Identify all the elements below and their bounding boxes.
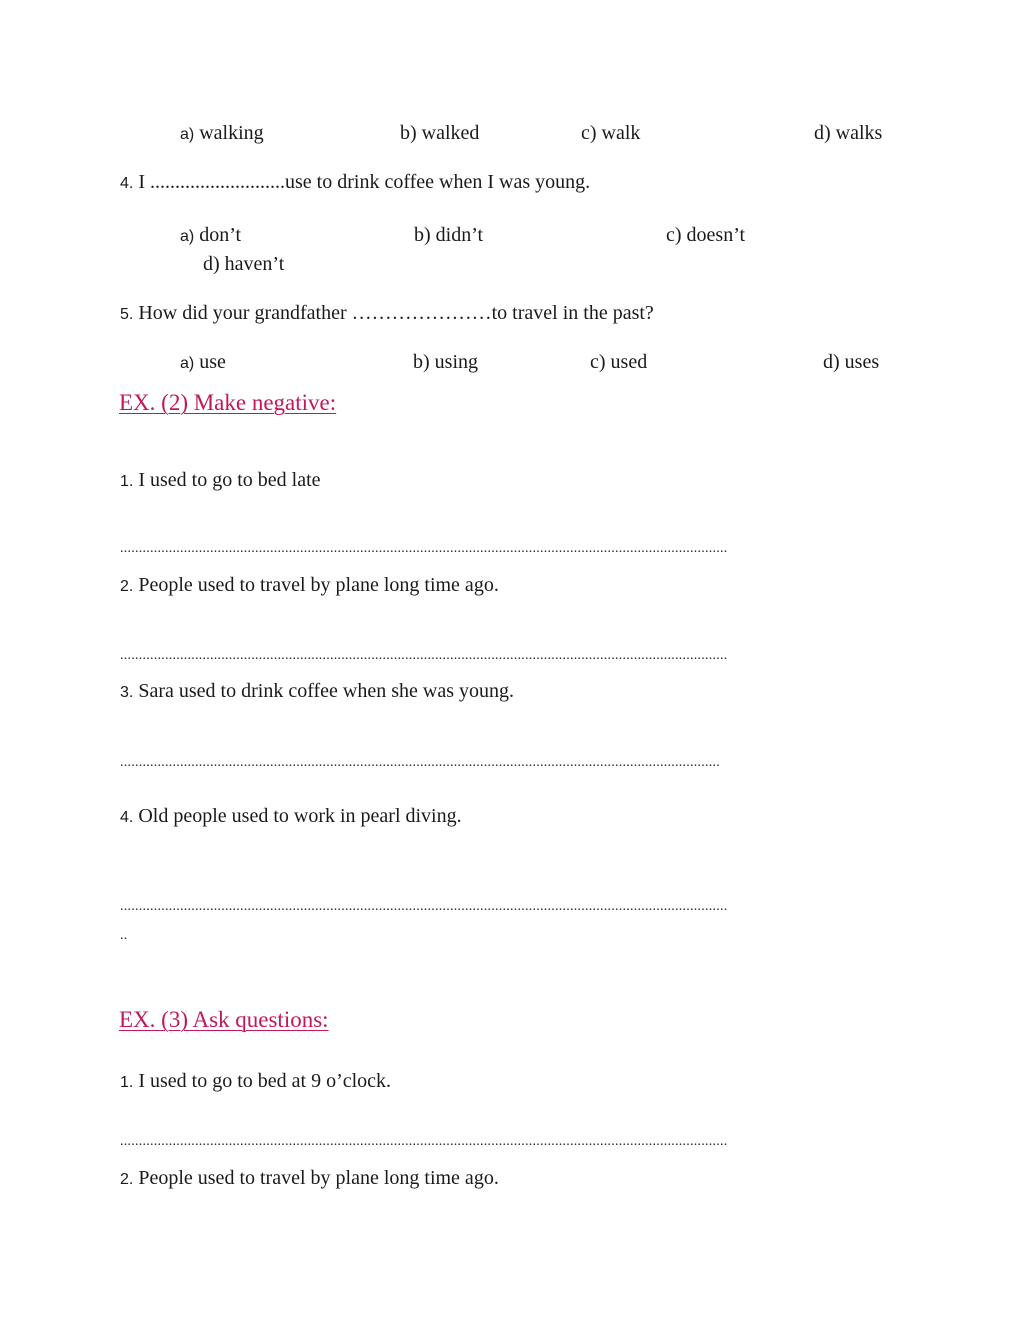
ex3-item-2-number: 2. [120, 1171, 134, 1188]
ex2-item-3-text: Sara used to drink coffee when she was young. [138, 680, 514, 702]
q4-question [120, 170, 590, 196]
ex2-trailing-dots: .. [120, 928, 128, 943]
q4-text: I ...........................use to drink coffee when I was young. [138, 171, 591, 193]
q5-option-b: b) using [413, 351, 478, 373]
ex3-item-1 [120, 1069, 391, 1095]
q5-option-a-letter: a) [180, 355, 195, 372]
q4-option-a [180, 223, 241, 249]
ex2-item-4-text: Old people used to work in pearl diving. [138, 805, 462, 827]
q4-option-a-letter: a) [180, 228, 195, 245]
q4-option-b: b) didn’t [414, 224, 484, 246]
q3-option-a [180, 121, 264, 147]
ex2-item-4 [120, 804, 462, 830]
ex2-item-1-number: 1. [120, 473, 134, 490]
ex2-answer-line-2[interactable]: .................................................................................................................................................................. [120, 648, 728, 663]
ex2-answer-line-4[interactable]: .................................................................................................................................................................. [120, 899, 728, 914]
q4-option-a-text: don’t [199, 224, 242, 246]
ex2-item-1 [120, 468, 321, 494]
ex3-item-2-text: People used to travel by plane long time ago. [138, 1167, 499, 1189]
q5-option-a [180, 350, 226, 376]
ex2-heading: EX. (2) Make negative: [119, 390, 337, 415]
ex2-item-2 [120, 573, 499, 599]
ex2-item-4-number: 4. [120, 809, 134, 826]
q5-number: 5. [120, 306, 134, 323]
ex2-item-1-text: I used to go to bed late [138, 469, 321, 491]
ex3-item-1-number: 1. [120, 1074, 134, 1091]
ex2-answer-line-3[interactable]: ................................................................................................................................................................ [120, 755, 720, 770]
q5-option-a-text: use [199, 351, 226, 373]
q3-option-c: c) walk [581, 122, 641, 144]
q3-option-d: d) walks [814, 122, 883, 144]
q5-text: How did your grandfather …………………to travel in the past? [138, 302, 654, 324]
q5-question [120, 301, 654, 327]
q3-option-b: b) walked [400, 122, 480, 144]
q5-option-c: c) used [590, 351, 648, 373]
ex2-answer-line-1[interactable]: .................................................................................................................................................................. [120, 541, 728, 556]
ex2-item-2-text: People used to travel by plane long time ago. [138, 574, 499, 596]
q3-option-a-text: walking [199, 122, 264, 144]
ex3-heading: EX. (3) Ask questions: [119, 1007, 329, 1032]
ex2-item-3 [120, 679, 514, 705]
q4-option-d: d) haven’t [203, 253, 285, 275]
q4-number: 4. [120, 175, 134, 192]
ex2-item-3-number: 3. [120, 684, 134, 701]
ex3-item-1-text: I used to go to bed at 9 o’clock. [138, 1070, 392, 1092]
ex3-answer-line-1[interactable]: .................................................................................................................................................................. [120, 1134, 728, 1149]
ex2-item-2-number: 2. [120, 578, 134, 595]
q5-option-d: d) uses [823, 351, 880, 373]
q3-option-a-letter: a) [180, 126, 195, 143]
ex3-item-2 [120, 1166, 499, 1192]
q4-option-c: c) doesn’t [666, 224, 746, 246]
